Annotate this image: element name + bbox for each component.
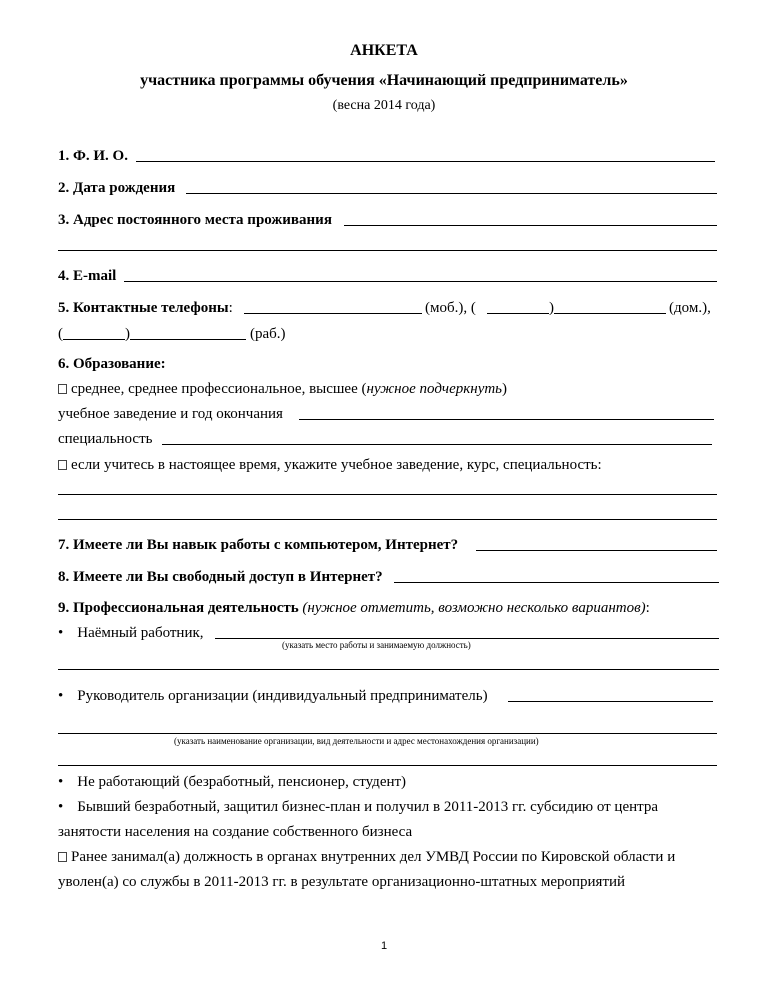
q9-manager-caption: (указать наименование организации, вид деятельности и адрес местонахождения организации) <box>174 736 539 746</box>
q5-work-field[interactable] <box>130 339 246 340</box>
q7-answer-field[interactable] <box>476 550 717 551</box>
q9-employee-field[interactable] <box>215 638 719 639</box>
bullet: • <box>58 774 64 790</box>
q9-employee-field-line2[interactable] <box>58 669 719 670</box>
q1-fio-field[interactable] <box>136 161 715 162</box>
q5-home-field[interactable] <box>554 313 666 314</box>
q9-employee-caption: (указать место работы и занимаемую должность) <box>282 640 471 650</box>
q3-address-field-line2[interactable] <box>58 250 717 251</box>
q6-option-current: если учитесь в настоящее время, укажите учебное заведение, курс, специальность: <box>58 457 602 474</box>
q8-answer-field[interactable] <box>394 582 719 583</box>
q3-label: 3. Адрес постоянного места проживания <box>58 212 332 228</box>
q5-label: 5. Контактные телефоны: <box>58 300 233 316</box>
form-season: (весна 2014 года) <box>332 98 436 113</box>
q9-option-manager: • Руководитель организации (индивидуальный предприниматель) <box>58 688 488 704</box>
q5-home-code-field[interactable] <box>487 313 549 314</box>
q5-work-paren-open: ( <box>58 326 63 342</box>
q4-email-field[interactable] <box>124 281 717 282</box>
q3-address-field[interactable] <box>344 225 717 226</box>
q2-birthdate-field[interactable] <box>186 193 717 194</box>
q6-label: 6. Образование: <box>58 356 166 372</box>
q9-manager-field-line3[interactable] <box>58 765 717 766</box>
q5-work-code-field[interactable] <box>63 339 125 340</box>
q7-label: 7. Имеете ли Вы навык работы с компьютером, Интернет? <box>58 537 459 553</box>
q8-label: 8. Имеете ли Вы свободный доступ в Интернет? <box>58 569 383 585</box>
form-title: АНКЕТА <box>350 42 418 59</box>
q5-home-paren: ) <box>549 300 554 316</box>
q2-label: 2. Дата рождения <box>58 180 176 196</box>
form-subtitle: участника программы обучения «Начинающий предприниматель» <box>140 72 628 89</box>
q5-work-label: (раб.) <box>250 326 286 342</box>
q5-home-label: (дом.), <box>669 300 711 316</box>
bullet: • <box>58 625 64 641</box>
q6-current-field-line1[interactable] <box>58 494 717 495</box>
q9-manager-field-line2[interactable] <box>58 733 717 734</box>
checkbox-level[interactable] <box>58 384 67 394</box>
q9-option-unemployed: • Не работающий (безработный, пенсионер, студент) <box>58 774 407 790</box>
q6-institution-field[interactable] <box>299 419 714 420</box>
bullet: • <box>58 799 64 815</box>
q6-current-field-line2[interactable] <box>58 519 717 520</box>
q6-institution-label: учебное заведение и год окончания <box>58 406 283 422</box>
checkbox-current[interactable] <box>58 460 67 470</box>
q6-specialty-field[interactable] <box>162 444 712 445</box>
q6-specialty-label: специальность <box>58 431 153 447</box>
q9-label: 9. Профессиональная деятельность (нужное отметить, возможно несколько вариантов): <box>58 600 650 616</box>
q9-option-former-unemployed-cont: занятости населения на создание собственного бизнеса <box>58 824 413 840</box>
q6-option-level: среднее, среднее профессиональное, высшее (нужное подчеркнуть) <box>58 381 507 398</box>
bullet: • <box>58 688 64 704</box>
q5-mobile-field[interactable] <box>244 313 422 314</box>
page-number: 1 <box>380 940 388 952</box>
q9-option-police: Ранее занимал(а) должность в органах внутренних дел УМВД России по Кировской области и <box>58 849 675 866</box>
q5-mobile-label: (моб.), ( <box>425 300 476 316</box>
q4-label: 4. E-mail <box>58 268 117 284</box>
q1-label: 1. Ф. И. О. <box>58 148 128 164</box>
q9-option-former-unemployed: • Бывший безработный, защитил бизнес-план и получил в 2011-2013 гг. субсидию от центра <box>58 799 659 815</box>
q9-option-employee: • Наёмный работник, <box>58 625 204 641</box>
q5-work-paren-close: ) <box>125 326 130 342</box>
checkbox-police[interactable] <box>58 852 67 862</box>
q9-option-police-cont: уволен(а) со службы в 2011-2013 гг. в результате организационно-штатных мероприятий <box>58 874 626 890</box>
q9-manager-field[interactable] <box>508 701 713 702</box>
